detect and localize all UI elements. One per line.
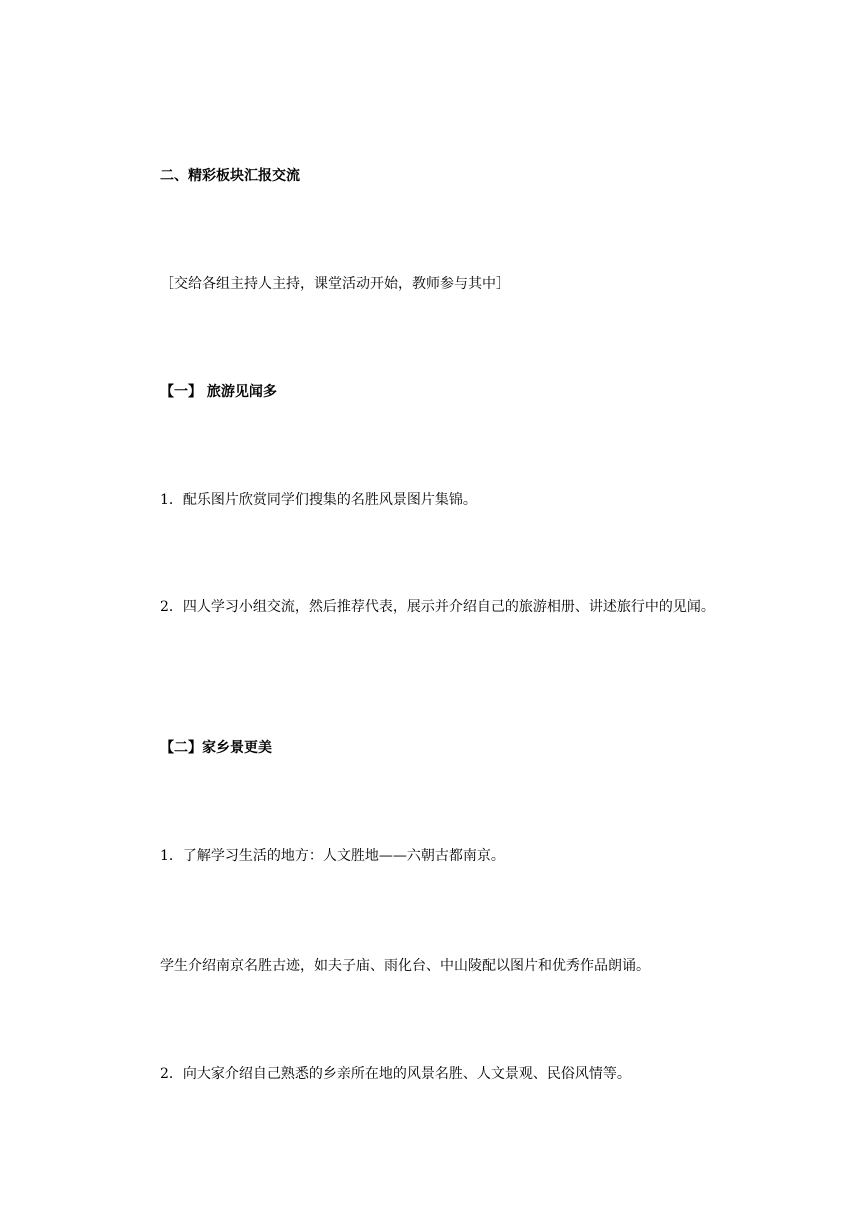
hometown-item-1-detail: 学生介绍南京名胜古迹，如夫子庙、雨化台、中山陵配以图片和优秀作品朗诵。 [160,958,650,974]
hometown-item-1: 1．了解学习生活的地方：人文胜地——六朝古都南京。 [160,848,505,864]
activity-note: ［交给各组主持人主持，课堂活动开始，教师参与其中］ [160,276,510,292]
section-heading: 二、精彩板块汇报交流 [160,168,300,184]
travel-item-2: 2．四人学习小组交流，然后推荐代表，展示并介绍自己的旅游相册、讲述旅行中的见闻。 [160,599,715,615]
travel-item-1: 1．配乐图片欣赏同学们搜集的名胜风景图片集锦。 [160,492,477,508]
subsection-title-hometown: 【二】家乡景更美 [160,740,272,756]
subsection-title-travel: 【一】 旅游见闻多 [160,384,277,400]
hometown-item-2: 2．向大家介绍自己熟悉的乡亲所在地的风景名胜、人文景观、民俗风情等。 [160,1066,631,1082]
